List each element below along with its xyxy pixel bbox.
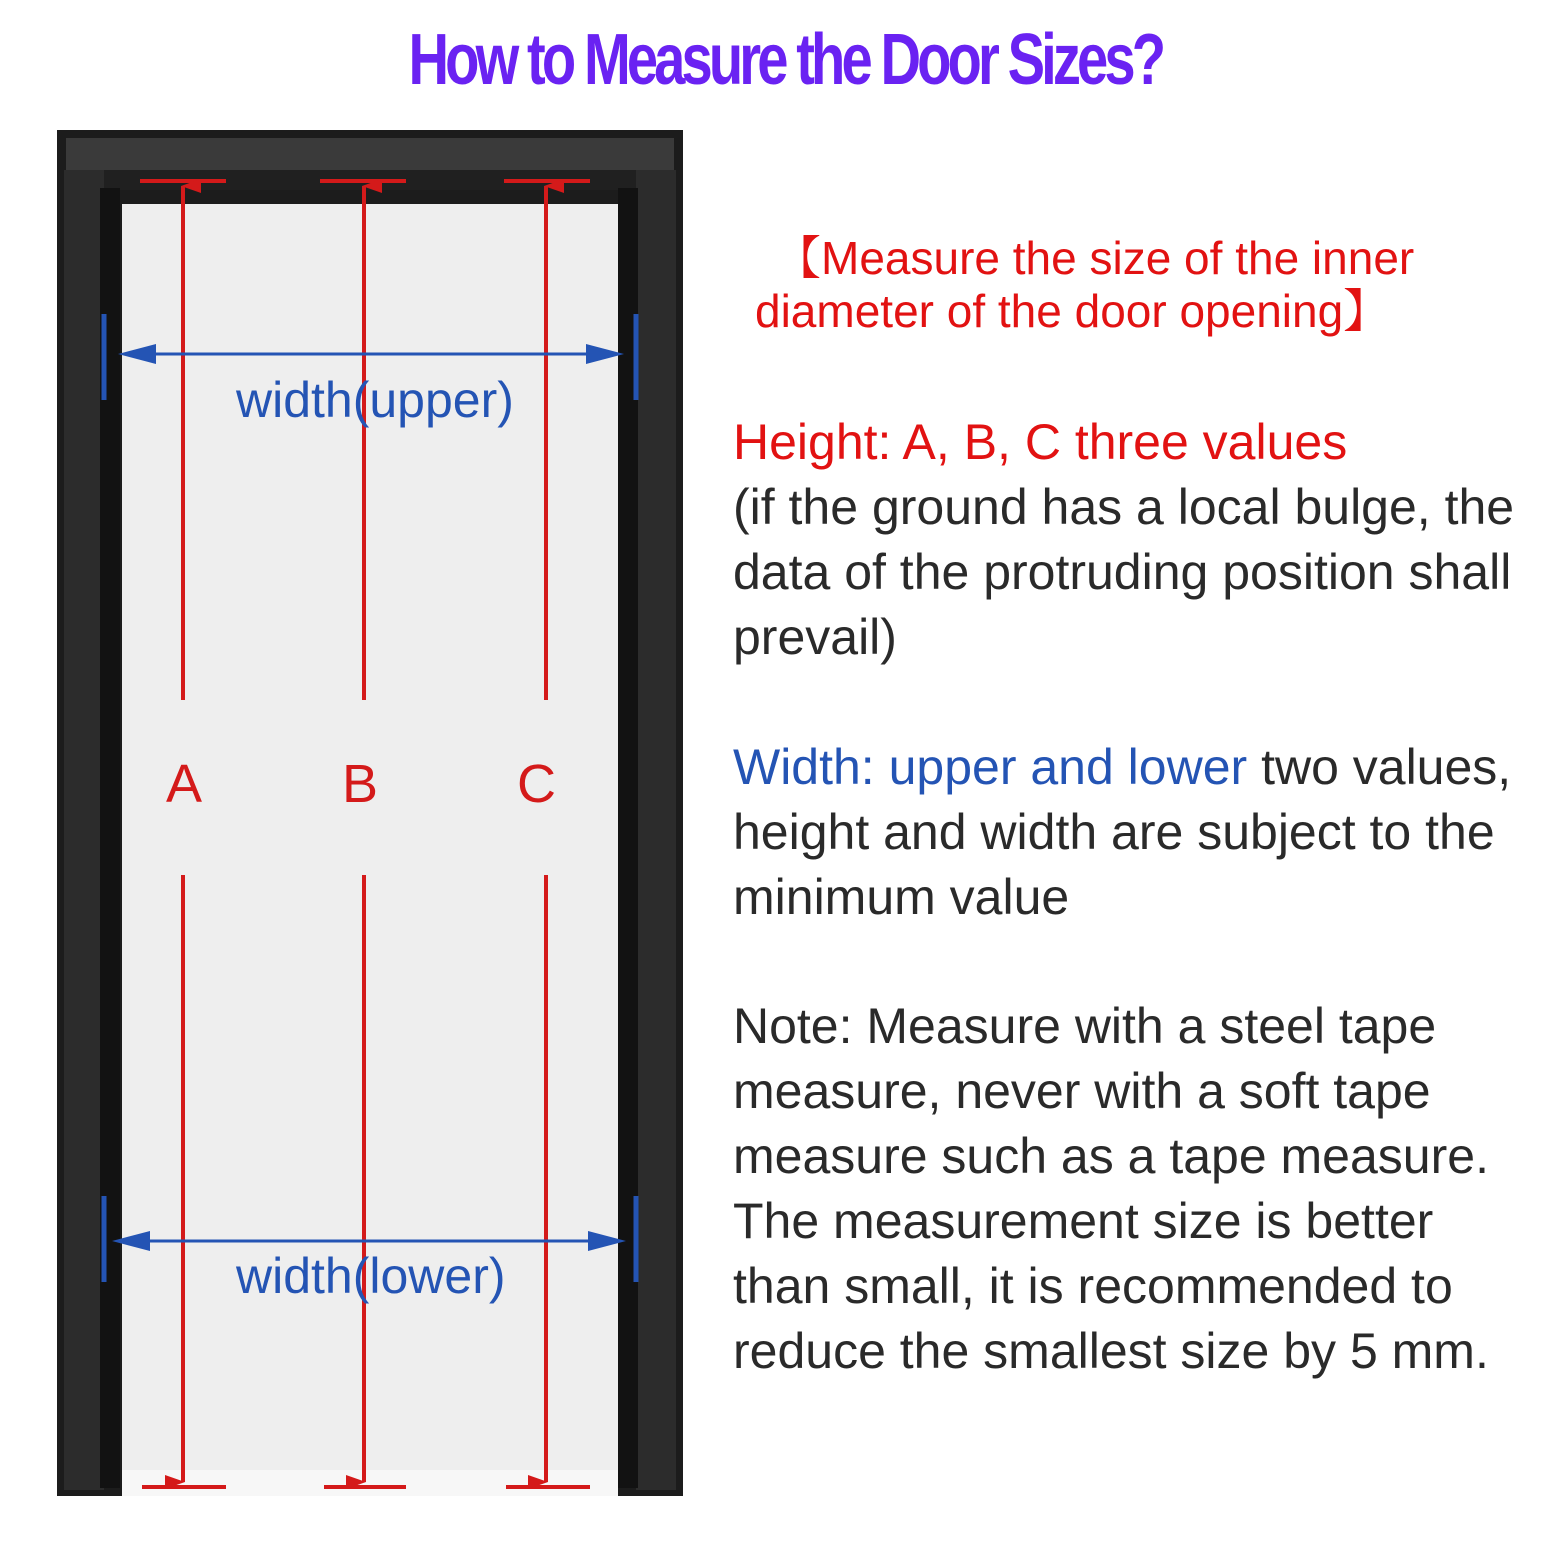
height-heading: Height: A, B, C three values [733, 414, 1348, 470]
height-instructions [733, 410, 1533, 670]
width-upper-label: width(upper) [236, 372, 514, 428]
measurement-note: Note: Measure with a steel tape measure, never with a soft tape measure such as a tape measure. The measurement size is better than small, it is recommended to reduce the smallest size by 5 mm. [733, 998, 1489, 1379]
height-label-c: C [517, 754, 556, 814]
door-jamb-left [64, 170, 104, 1490]
height-detail: (if the ground has a local bulge, the data of the protruding position shall prevail) [733, 479, 1515, 665]
height-label-a: A [166, 754, 203, 814]
door-jamb-right [636, 170, 676, 1490]
page-title: How to Measure the Door Sizes? [408, 20, 1163, 100]
door-diagram [0, 0, 700, 1568]
inner-diameter-note [755, 232, 1515, 338]
height-label-b: B [342, 754, 379, 814]
width-instructions [733, 735, 1533, 930]
width-detail: two values, height and width are subject to the minimum value [733, 739, 1512, 925]
width-lower-label: width(lower) [236, 1248, 506, 1304]
inner-diameter-line-1: 【Measure the size of the inner [775, 232, 1415, 284]
width-heading: Width: upper and lower [733, 739, 1248, 795]
inner-diameter-line-2: diameter of the door opening】 [755, 285, 1390, 337]
